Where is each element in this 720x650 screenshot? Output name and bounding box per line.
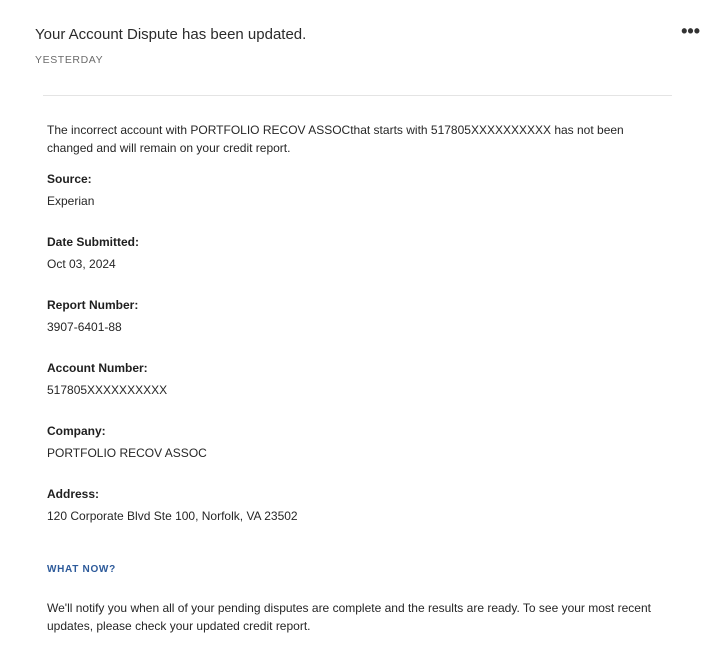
field-value: PORTFOLIO RECOV ASSOC	[47, 446, 207, 460]
field-value: Experian	[47, 194, 95, 208]
field-label: Company:	[47, 424, 106, 438]
divider	[43, 95, 672, 96]
notification-timestamp: YESTERDAY	[35, 54, 104, 66]
notification-body	[47, 121, 667, 635]
field-label: Date Submitted:	[47, 235, 140, 249]
field-value: 3907-6401-88	[47, 320, 122, 334]
notification-header	[35, 25, 700, 67]
what-now-heading: WHAT NOW?	[47, 564, 116, 575]
field-label: Source:	[47, 172, 92, 186]
dispute-details	[47, 170, 667, 525]
field-date-submitted	[47, 233, 667, 273]
field-source	[47, 170, 667, 210]
field-account-number	[47, 359, 667, 399]
field-label: Account Number:	[47, 361, 148, 375]
field-value: 517805XXXXXXXXXX	[47, 383, 168, 397]
field-label: Report Number:	[47, 298, 139, 312]
more-options-icon[interactable]: •••	[681, 21, 700, 41]
dispute-message: The incorrect account with PORTFOLIO RECOV ASSOCthat starts with 517805XXXXXXXXXX has not been changed and will remain on your credit report.	[47, 123, 624, 155]
field-label: Address:	[47, 487, 100, 501]
what-now-text: We'll notify you when all of your pending disputes are complete and the results are ready. To see your most recent updates, please check your updated credit report.	[47, 601, 651, 633]
notification-title: Your Account Dispute has been updated.	[35, 26, 307, 43]
field-address	[47, 485, 667, 525]
field-value: 120 Corporate Blvd Ste 100, Norfolk, VA 23502	[47, 509, 298, 523]
field-company	[47, 422, 667, 462]
field-report-number	[47, 296, 667, 336]
field-value: Oct 03, 2024	[47, 257, 116, 271]
